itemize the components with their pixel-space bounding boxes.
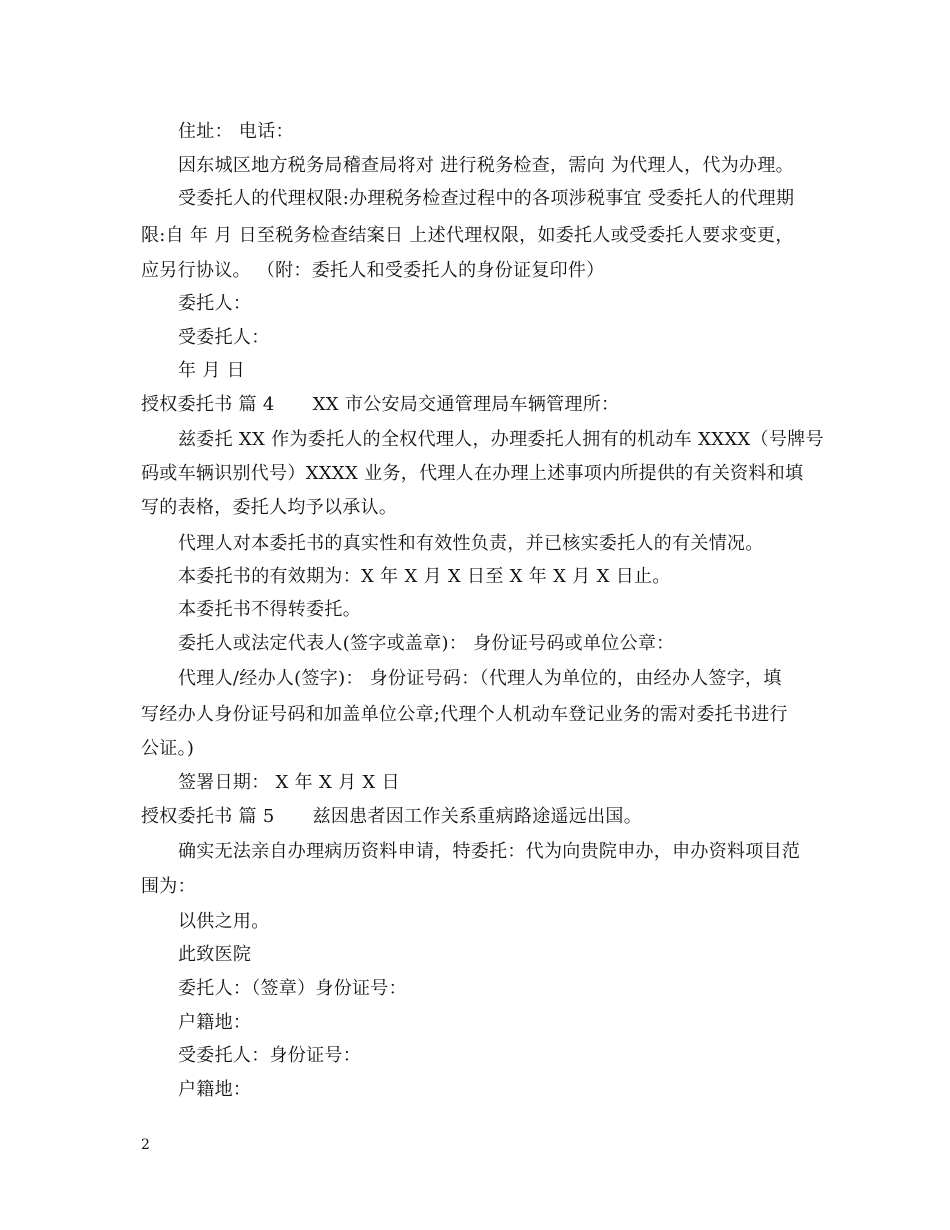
text-line: 码或车辆识别代号）XXXX 业务，代理人在办理上述事项内所提供的有关资料和填 [141, 463, 804, 484]
text-line: 年 月 日 [178, 360, 245, 381]
text-line: 受委托人： [178, 327, 270, 348]
text-line: 户籍地： [178, 1079, 252, 1100]
text-line: 委托人： [178, 293, 252, 314]
text-line: 代理人对本委托书的真实性和有效性负责，并已核实委托人的有关情况。 [178, 533, 764, 554]
text-line: 兹委托 XX 作为委托人的全权代理人，办理委托人拥有的机动车 XXXX（号牌号 [178, 429, 824, 450]
text-line: 委托人或法定代表人(签字或盖章)： 身份证号码或单位公章： [178, 633, 675, 654]
text-line: 写的表格，委托人均予以承认。 [141, 497, 398, 518]
text-line: 此致医院 [178, 944, 252, 965]
text-line: 本委托书的有效期为：X 年 X 月 X 日至 X 年 X 月 X 日止。 [178, 566, 671, 587]
text-line: 写经办人身份证号码和加盖单位公章;代理个人机动车登记业务的需对委托书进行 [141, 704, 788, 725]
text-line: 公证。) [141, 738, 195, 759]
text-line: 代理人/经办人(签字)： 身份证号码：（代理人为单位的，由经办人签字，填 [178, 668, 782, 689]
text-line: 签署日期： X 年 X 月 X 日 [178, 772, 400, 793]
page-number: 2 [141, 1137, 150, 1153]
text-line: 应另行协议。 （附：委托人和受委托人的身份证复印件） [141, 260, 605, 281]
section-heading-text: 兹因患者因工作关系重病路途遥远出国。 [312, 806, 643, 827]
text-line: 户籍地： [178, 1012, 252, 1033]
text-line: 限:自 年 月 日至税务检查结案日 上述代理权限，如委托人或受委托人要求变更， [141, 225, 794, 246]
text-line: 本委托书不得转委托。 [178, 599, 361, 620]
text-line: 委托人：（签章）身份证号： [178, 978, 407, 999]
section-heading-4 [141, 394, 619, 416]
section-heading-5 [141, 806, 642, 828]
text-line: 受委托人的代理权限:办理税务检查过程中的各项涉税事宜 受委托人的代理期 [178, 188, 795, 209]
section-heading-title: 授权委托书 篇 5 [141, 806, 275, 827]
text-line: 确实无法亲自办理病历资料申请，特委托：代为向贵院申办，申办资料项目范 [178, 841, 801, 862]
text-line: 以供之用。 [178, 911, 270, 932]
text-line: 受委托人：身份证号： [178, 1045, 361, 1066]
text-line: 住址： 电话： [178, 121, 294, 142]
section-heading-title: 授权委托书 篇 4 [141, 394, 275, 415]
text-line: 围为： [141, 876, 196, 897]
section-heading-text: XX 市公安局交通管理局车辆管理所： [312, 394, 620, 415]
text-line: 因东城区地方税务局稽查局将对 进行税务检查，需向 为代理人，代为办理。 [178, 155, 794, 176]
